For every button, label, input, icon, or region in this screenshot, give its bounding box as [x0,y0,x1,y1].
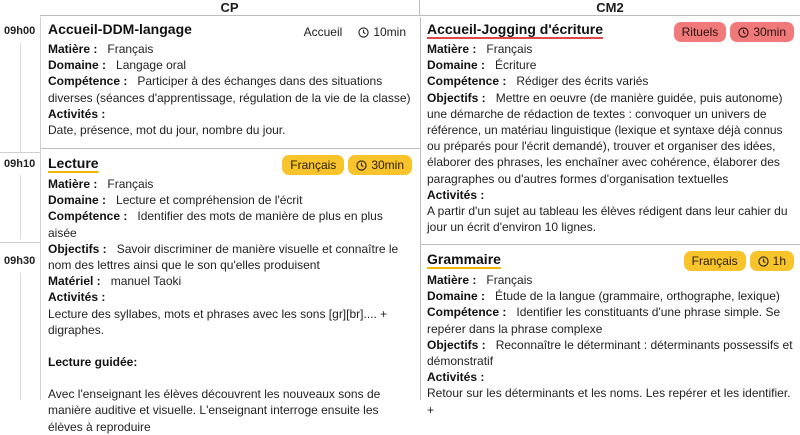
field-competence [427,304,794,336]
field-activites [427,369,794,385]
field-value: Écriture [495,58,537,73]
field-matiere [427,41,794,57]
timeline-line [20,175,21,239]
field-activites [48,106,412,122]
time-slot-0900: 09h00 [4,25,36,37]
activities-text: Retour sur les déterminants et les noms. Les repérer et les identifier. + [427,386,791,417]
duration-tag [348,155,412,175]
field-label: Compétence : [48,74,128,89]
activities-text: Date, présence, mot du jour, nombre du jour. [48,123,286,138]
field-matiere [48,176,412,192]
duration-tag [352,22,412,42]
lesson-body [427,41,794,235]
field-label: Matière : [427,42,477,56]
field-objectifs [427,90,794,187]
field-label: Activités : [427,187,485,202]
clock-icon [758,256,769,267]
tag-label: 10min [373,25,406,39]
field-label: Objectifs : [48,241,107,256]
activities-text: Lecture des syllabes, mots et phrases avec les sons [gr][br].... + digraphes. [48,306,388,337]
lesson-title[interactable]: Accueil-DDM-langage [48,21,192,37]
duration-tag [750,251,794,271]
field-objectifs [427,337,794,369]
field-label: Objectifs : [427,337,486,352]
column-header-cp: CP [40,0,420,16]
field-objectifs [48,241,412,273]
field-value: Participer à des échanges dans des situations diverses (séances d'apprentissage, régulation de la vie de la classe) [48,74,411,105]
clock-icon [358,27,369,38]
field-competence [48,73,412,105]
time-slot-0930: 09h30 [4,255,36,267]
tag-label: 30min [753,25,786,39]
extra-text: Avec l'enseignant les élèves découvrent les nouveaux sons de manière auditive et visuelle. L'enseignant interroge ensuite les élèves à reproduire [48,387,381,434]
lesson-title[interactable]: Accueil-Jogging d'écriture [427,21,604,37]
field-materiel [48,273,412,289]
tag-label: Accueil [303,25,343,39]
field-competence [48,208,412,240]
field-value: Identifier les constituants d'une phrase simple. Se repérer dans la phrase complexe [427,305,781,336]
field-activites [48,289,412,305]
category-tag [674,22,727,42]
category-tag [684,251,746,271]
field-label: Objectifs : [427,90,486,105]
field-label: Compétence : [427,305,507,320]
tag-label: 30min [371,158,404,172]
field-value: Mettre en oeuvre (de manière guidée, puis autonome) une démarche de rédaction de textes : convoquer un univers de référence, un matériau linguistique (lexique et syntaxe déjà connus ou préparés pour l'écrit demandé), trouver et organiser des idées, élaborer des phrases, les enchaîner avec cohérence, élaborer des paragraphes ou d'autres formes d'organisation textuelles [427,90,783,186]
lesson-body [48,176,412,435]
field-matiere [48,41,412,57]
time-column [0,17,40,400]
field-label: Matière : [427,273,477,287]
lesson-card-cm2-jogging[interactable] [421,17,800,244]
field-value: Français [486,42,533,56]
field-value: Langage oral [116,58,187,73]
field-domaine [48,57,412,73]
field-label: Domaine : [48,193,107,208]
field-value: Français [486,273,533,287]
field-label: Activités : [48,106,106,121]
column-header-cm2: CM2 [420,0,800,16]
field-domaine [427,57,794,73]
field-label: Compétence : [427,74,507,89]
time-slot-0910: 09h10 [4,158,36,170]
field-activites [427,187,794,203]
field-matiere [427,272,794,288]
clock-icon [356,160,367,171]
field-label: Domaine : [48,58,107,73]
field-label: Domaine : [427,58,486,73]
lesson-title[interactable]: Lecture [48,155,99,171]
timeline-line [20,273,21,400]
category-tag [282,155,344,175]
timeline-line [20,43,21,153]
category-tag [298,22,349,42]
field-competence [427,73,794,89]
activities-text: A partir d'un sujet au tableau les élèves rédigent dans leur cahier du jour un écrit d'environ 10 lignes. [427,204,788,235]
lesson-body [427,272,794,418]
lesson-card-cp-accueil[interactable] [41,17,420,148]
field-label: Matériel : [48,274,101,289]
time-divider [0,242,40,243]
field-value: Lecture et compréhension de l'écrit [116,193,303,208]
field-domaine [48,192,412,208]
field-label: Matière : [48,42,98,56]
lesson-tags [298,22,412,42]
field-value: Identifier des mots de manière de plus en plus aisée [48,209,383,240]
field-value: Reconnaître le déterminant : déterminants possessifs et démonstratif [427,337,793,369]
field-value: Étude de la langue (grammaire, orthographe, lexique) [495,289,780,304]
subheading-text: Lecture guidée: [48,355,138,370]
lesson-body [48,41,412,138]
field-value: Savoir discriminer de manière visuelle et connaître le nom des lettres ainsi que le son qu'elles produisent [48,241,399,273]
subheading [48,354,412,370]
tag-label: Français [290,158,337,172]
tag-label: Rituels [681,25,719,39]
field-label: Matière : [48,177,98,191]
lesson-tags [282,155,412,175]
field-value: manuel Taoki [110,274,182,289]
time-divider [0,152,40,153]
field-label: Activités : [48,290,106,305]
field-value: Rédiger des écrits variés [516,74,649,89]
lesson-card-cp-lecture[interactable] [41,149,420,434]
field-value: Français [107,177,154,191]
field-label: Compétence : [48,209,128,224]
lesson-tags [674,22,794,42]
lesson-card-cm2-grammaire[interactable] [421,245,800,417]
field-domaine [427,288,794,304]
duration-tag [730,22,794,42]
clock-icon [738,27,749,38]
tag-label: Français [691,254,738,268]
field-label: Activités : [427,370,485,385]
lesson-title[interactable]: Grammaire [427,251,501,267]
field-value: Français [107,42,154,56]
field-label: Domaine : [427,289,486,304]
tag-label: 1h [772,254,786,268]
lesson-tags [684,251,794,271]
